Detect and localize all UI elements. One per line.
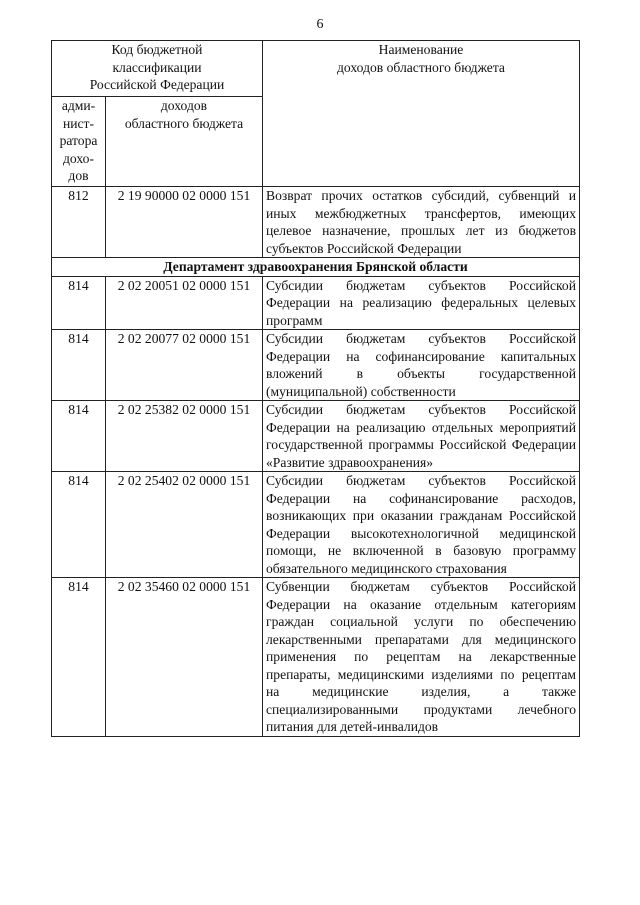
admin-code-cell: 814 — [52, 472, 106, 578]
header-row-top — [52, 41, 580, 97]
income-name-cell: Субсидии бюджетам субъектов Российской Федерации на софинансирование расходов, возникающих при оказании гражданам Российской Федерации высокотехнологичной медицинской помощи, не включенной в базовую программу обязательного медицинского страхования — [263, 472, 580, 578]
header-code-group-label: Код бюджетной классификации Российской Федерации — [89, 42, 225, 92]
header-name-label: Наименование доходов областного бюджета — [337, 42, 505, 75]
section-title: Департамент здравоохранения Брянской области — [52, 258, 580, 277]
admin-code-cell: 814 — [52, 578, 106, 737]
table-row — [52, 401, 580, 472]
table-row — [52, 187, 580, 258]
admin-code-cell: 814 — [52, 330, 106, 401]
section-row — [52, 258, 580, 277]
header-income — [106, 97, 263, 187]
income-code-cell: 2 02 25382 02 0000 151 — [106, 401, 263, 472]
header-name — [263, 41, 580, 187]
header-income-label: доходов областного бюджета — [124, 98, 244, 131]
header-code-group — [52, 41, 263, 97]
table-row — [52, 276, 580, 330]
header-admin — [52, 97, 106, 187]
income-name-cell: Субсидии бюджетам субъектов Российской Федерации на реализацию отдельных мероприятий государственной программы Российской Федерации «Развитие здравоохранения» — [263, 401, 580, 472]
income-code-cell: 2 02 20051 02 0000 151 — [106, 276, 263, 330]
table-row — [52, 330, 580, 401]
admin-code-cell: 814 — [52, 401, 106, 472]
budget-classification-table — [51, 40, 580, 737]
income-name-cell: Субсидии бюджетам субъектов Российской Федерации на реализацию федеральных целевых программ — [263, 276, 580, 330]
income-code-cell: 2 02 35460 02 0000 151 — [106, 578, 263, 737]
header-admin-label: адми- нист- ратора дохо- дов — [59, 98, 98, 183]
income-name-cell: Субвенции бюджетам субъектов Российской Федерации на оказание отдельным категориям граждан социальной услуги по обеспечению лекарственными препаратами для медицинского применения по рецептам на лекарственные препараты, медицинскими изделиями по рецептам на медицинские изделия, а также специализированными продуктами лечебного питания для детей-инвалидов — [263, 578, 580, 737]
income-code-cell: 2 02 25402 02 0000 151 — [106, 472, 263, 578]
page-number: 6 — [316, 17, 324, 32]
income-name-cell: Субсидии бюджетам субъектов Российской Федерации на софинансирование капитальных вложений в объекты государственной (муниципальной) собственности — [263, 330, 580, 401]
table-row — [52, 472, 580, 578]
income-code-cell: 2 02 20077 02 0000 151 — [106, 330, 263, 401]
income-name-cell: Возврат прочих остатков субсидий, субвенций и иных межбюджетных трансфертов, имеющих целевое назначение, прошлых лет из бюджетов субъектов Российской Федерации — [263, 187, 580, 258]
admin-code-cell: 814 — [52, 276, 106, 330]
table-body — [52, 41, 580, 737]
admin-code-cell: 812 — [52, 187, 106, 258]
income-code-cell: 2 19 90000 02 0000 151 — [106, 187, 263, 258]
table-row — [52, 578, 580, 737]
